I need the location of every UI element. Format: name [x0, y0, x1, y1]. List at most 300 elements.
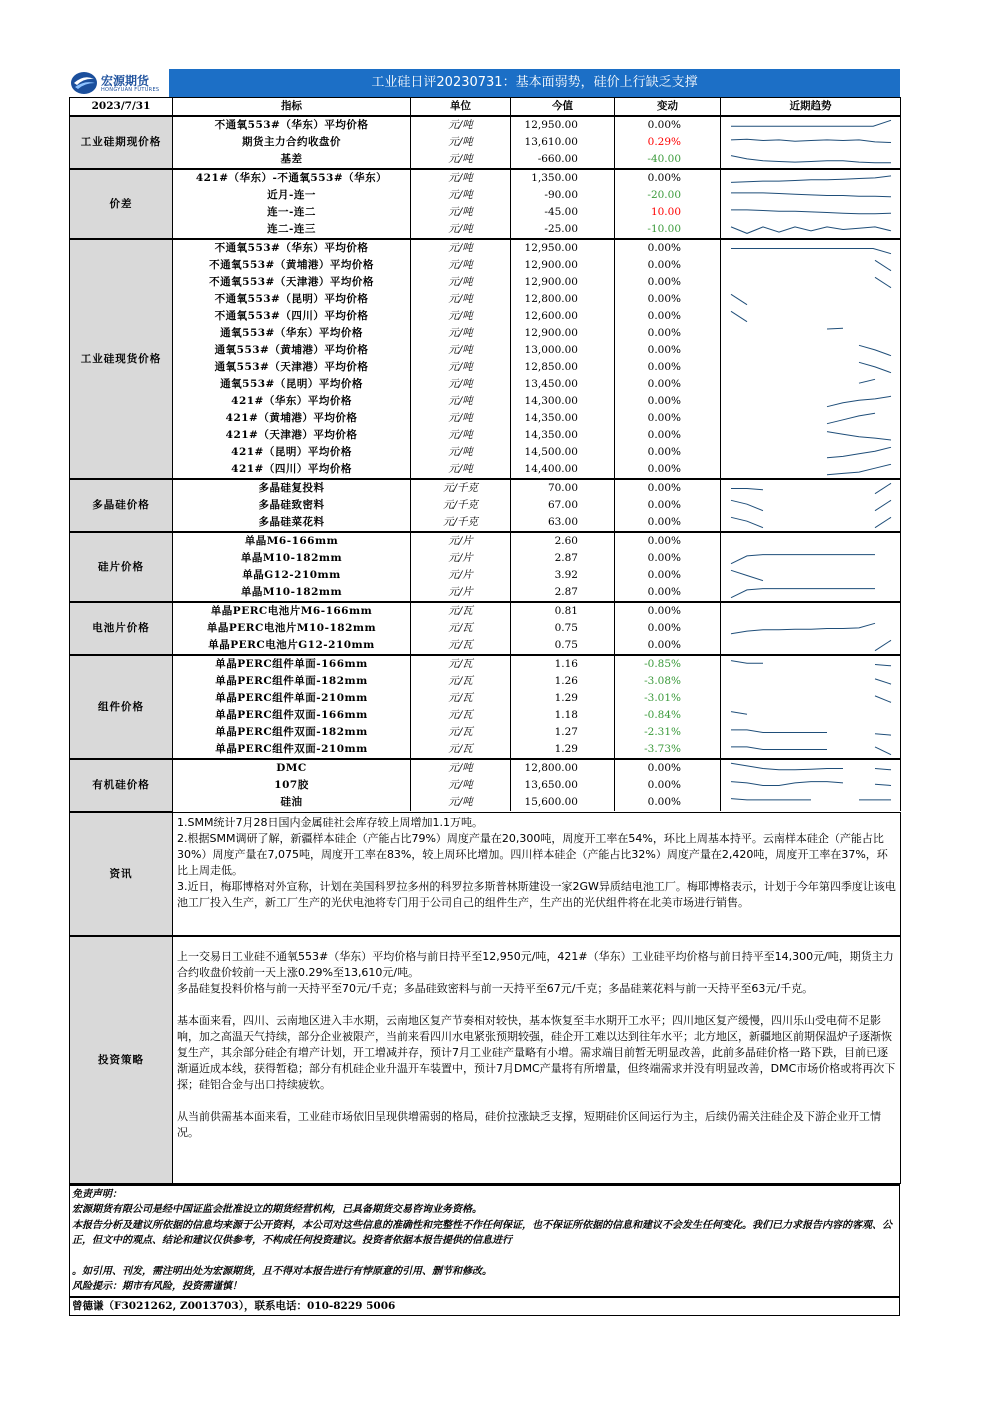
table-row — [70, 794, 901, 811]
trend-cell — [721, 342, 901, 359]
category-label: 价差 — [70, 169, 173, 239]
sparkline-segment — [827, 464, 891, 474]
table-row — [70, 673, 901, 690]
indicator-name: 421#（四川）平均价格 — [173, 461, 411, 479]
trend-sparkline — [721, 603, 899, 620]
sparkline-segment — [731, 763, 843, 770]
value-cell: 63.00 — [511, 514, 615, 532]
table-row — [70, 741, 901, 759]
unit-cell: 元/瓦 — [411, 724, 511, 741]
unit-cell: 元/吨 — [411, 151, 511, 169]
change-cell: 0.29% — [615, 134, 721, 151]
indicator-name: 通氧553#（天津港）平均价格 — [173, 359, 411, 376]
trend-sparkline — [721, 187, 899, 204]
table-row — [70, 342, 901, 359]
trend-cell — [721, 620, 901, 637]
change-cell: -3.01% — [615, 690, 721, 707]
trend-sparkline — [721, 533, 899, 550]
change-cell: -3.08% — [615, 673, 721, 690]
change-cell: -3.73% — [615, 741, 721, 759]
indicator-name: 期货主力合约收盘价 — [173, 134, 411, 151]
sparkline-segment — [875, 665, 891, 666]
indicator-name: 通氧553#（昆明）平均价格 — [173, 376, 411, 393]
trend-sparkline — [721, 656, 899, 673]
trend-cell — [721, 257, 901, 274]
trend-sparkline — [721, 221, 899, 238]
unit-cell: 元/片 — [411, 550, 511, 567]
change-cell: 0.00% — [615, 342, 721, 359]
change-cell: -2.31% — [615, 724, 721, 741]
value-cell: 13,450.00 — [511, 376, 615, 393]
disclaimer — [69, 1184, 900, 1297]
indicator-name: 连一-连二 — [173, 204, 411, 221]
trend-cell — [721, 759, 901, 777]
logo-name: 宏源期货 — [101, 74, 150, 88]
trend-cell — [721, 461, 901, 479]
trend-sparkline — [721, 673, 899, 690]
trend-sparkline — [721, 480, 899, 497]
column-header: 单位 — [411, 98, 511, 117]
change-cell: 0.00% — [615, 291, 721, 308]
unit-cell: 元/瓦 — [411, 741, 511, 759]
table-row — [70, 497, 901, 514]
sparkline-segment — [731, 782, 843, 786]
indicator-name: 不通氧553#（昆明）平均价格 — [173, 291, 411, 308]
sparkline-segment — [875, 640, 891, 650]
trend-sparkline — [721, 514, 899, 531]
change-cell: 0.00% — [615, 637, 721, 655]
disclaimer-line: 。如引用、刊发，需注明出处为宏源期货，且不得对本报告进行有悖原意的引用、删节和修改。 — [72, 1265, 492, 1277]
table-row — [70, 514, 901, 532]
category-label: 电池片价格 — [70, 602, 173, 655]
table-row — [70, 655, 901, 673]
unit-cell: 元/片 — [411, 532, 511, 550]
change-cell: -10.00 — [615, 221, 721, 239]
indicator-name: 多晶硅复投料 — [173, 479, 411, 497]
unit-cell: 元/吨 — [411, 257, 511, 274]
trend-sparkline — [721, 257, 899, 274]
trend-cell — [721, 393, 901, 410]
indicator-name: 单晶PERC电池片M6-166mm — [173, 602, 411, 620]
column-header: 近期趋势 — [721, 98, 901, 117]
value-cell: 12,900.00 — [511, 257, 615, 274]
price-table — [69, 97, 901, 812]
unit-cell: 元/瓦 — [411, 690, 511, 707]
column-header: 2023/7/31 — [70, 98, 173, 117]
trend-cell — [721, 204, 901, 221]
value-cell: 12,600.00 — [511, 308, 615, 325]
trend-sparkline — [721, 376, 899, 393]
unit-cell: 元/吨 — [411, 794, 511, 811]
report-title: 工业硅日评20230731：基本面弱势，硅价上行缺乏支撑 — [371, 75, 698, 90]
change-cell: 0.00% — [615, 532, 721, 550]
indicator-name: 不通氧553#（四川）平均价格 — [173, 308, 411, 325]
indicator-name: 单晶PERC组件单面-210mm — [173, 690, 411, 707]
change-cell: 0.00% — [615, 169, 721, 187]
table-row — [70, 134, 901, 151]
sparkline-segment — [859, 362, 891, 372]
trend-cell — [721, 239, 901, 257]
change-cell: 0.00% — [615, 239, 721, 257]
indicator-name: 单晶G12-210mm — [173, 567, 411, 584]
value-cell: 0.75 — [511, 637, 615, 655]
value-cell: 3.92 — [511, 567, 615, 584]
unit-cell: 元/吨 — [411, 759, 511, 777]
table-row — [70, 393, 901, 410]
company-logo — [69, 69, 169, 97]
sparkline-segment — [731, 120, 891, 126]
value-cell: 14,400.00 — [511, 461, 615, 479]
trend-sparkline — [721, 741, 899, 758]
disclaimer-line: 宏源期货有限公司是经中国证监会批准设立的期货经营机构，已具备期货交易咨询业务资格。 — [72, 1204, 482, 1215]
value-cell: 1,350.00 — [511, 169, 615, 187]
trend-sparkline — [721, 707, 899, 724]
change-cell: 0.00% — [615, 567, 721, 584]
unit-cell: 元/吨 — [411, 461, 511, 479]
unit-cell: 元/瓦 — [411, 673, 511, 690]
change-cell: 0.00% — [615, 444, 721, 461]
unit-cell: 元/吨 — [411, 204, 511, 221]
trend-sparkline — [721, 151, 899, 168]
change-cell: 0.00% — [615, 514, 721, 532]
change-cell: 0.00% — [615, 393, 721, 410]
trend-sparkline — [721, 240, 899, 257]
trend-sparkline — [721, 427, 899, 444]
strategy-content — [173, 936, 901, 1183]
change-cell: 0.00% — [615, 620, 721, 637]
change-cell: -20.00 — [615, 187, 721, 204]
indicator-name: 单晶PERC电池片G12-210mm — [173, 637, 411, 655]
trend-cell — [721, 673, 901, 690]
sparkline-segment — [731, 249, 891, 254]
indicator-name: 单晶M10-182mm — [173, 584, 411, 602]
trend-sparkline — [721, 567, 899, 584]
table-row — [70, 410, 901, 427]
news-item: 3.近日，梅耶博格对外宣称，计划在美国科罗拉多州的科罗拉多斯普林斯建设一家2GW异质结电池工厂。梅耶博格表示，计划于今年第四季度让该电池工厂投入生产，新工厂生产的光伏电池将专门用于公司自己的组件生产，生产出的光伏组件将在北美市场进行销售。 — [177, 879, 896, 909]
sparkline-segment — [731, 661, 763, 664]
trend-cell — [721, 690, 901, 707]
sparkline-segment — [875, 769, 891, 770]
sparkline-segment — [731, 623, 875, 633]
indicator-name: 421#（华东）平均价格 — [173, 393, 411, 410]
trend-cell — [721, 376, 901, 393]
indicator-name: 单晶PERC组件双面-182mm — [173, 724, 411, 741]
trend-sparkline — [721, 550, 899, 567]
change-cell: -0.84% — [615, 707, 721, 724]
trend-cell — [721, 221, 901, 239]
sparkline-segment — [875, 734, 891, 735]
unit-cell: 元/吨 — [411, 359, 511, 376]
report-header — [69, 69, 900, 97]
trend-sparkline — [721, 308, 899, 325]
trend-sparkline — [721, 497, 899, 514]
unit-cell: 元/吨 — [411, 187, 511, 204]
category-label: 工业硅现货价格 — [70, 239, 173, 479]
sparkline-segment — [731, 589, 875, 598]
value-cell: 15,600.00 — [511, 794, 615, 811]
value-cell: 67.00 — [511, 497, 615, 514]
sparkline-segment — [731, 489, 763, 490]
unit-cell: 元/瓦 — [411, 602, 511, 620]
unit-cell: 元/吨 — [411, 308, 511, 325]
value-cell: 1.18 — [511, 707, 615, 724]
table-row — [70, 444, 901, 461]
news-block — [69, 812, 901, 936]
unit-cell: 元/吨 — [411, 393, 511, 410]
trend-cell — [721, 325, 901, 342]
table-row — [70, 567, 901, 584]
trend-sparkline — [721, 359, 899, 376]
trend-cell — [721, 291, 901, 308]
unit-cell: 元/瓦 — [411, 620, 511, 637]
disclaimer-line: 本报告分析及建议所依据的信息均来源于公开资料，本公司对这些信息的准确性和完整性不作任何保证，也不保证所依据的信息和建议不会发生任何变化。我们已力求报告内容的客观、公正，但文中的观点、结论和建议仅供参考，不构成任何投资建议。投资者依据本报告提供的信息进行 — [72, 1219, 892, 1246]
sparkline-segment — [731, 799, 811, 800]
unit-cell: 元/瓦 — [411, 637, 511, 655]
trend-cell — [721, 532, 901, 550]
table-row — [70, 724, 901, 741]
unit-cell: 元/吨 — [411, 239, 511, 257]
trend-cell — [721, 567, 901, 584]
unit-cell: 元/瓦 — [411, 655, 511, 673]
value-cell: -45.00 — [511, 204, 615, 221]
trend-cell — [721, 410, 901, 427]
strategy-paragraph: 从当前供需基本面来看，工业硅市场依旧呈现供增需弱的格局，硅价拉涨缺乏支撑，短期硅价区间运行为主，后续仍需关注硅企及下游企业开工情况。 — [177, 1109, 881, 1139]
sparkline-segment — [827, 413, 875, 423]
table-row — [70, 359, 901, 376]
change-cell: 0.00% — [615, 479, 721, 497]
trend-cell — [721, 151, 901, 169]
trend-sparkline — [721, 760, 899, 777]
indicator-name: 连二-连三 — [173, 221, 411, 239]
table-row — [70, 376, 901, 393]
table-row — [70, 204, 901, 221]
trend-cell — [721, 602, 901, 620]
change-cell: 0.00% — [615, 410, 721, 427]
change-cell: 0.00% — [615, 550, 721, 567]
table-row — [70, 325, 901, 342]
trend-cell — [721, 637, 901, 655]
trend-sparkline — [721, 444, 899, 461]
trend-sparkline — [721, 117, 899, 134]
trend-sparkline — [721, 134, 899, 151]
table-row — [70, 479, 901, 497]
trend-sparkline — [721, 204, 899, 221]
trend-sparkline — [721, 777, 899, 794]
sparkline-segment — [731, 712, 747, 715]
trend-cell — [721, 479, 901, 497]
value-cell: 14,500.00 — [511, 444, 615, 461]
unit-cell: 元/吨 — [411, 376, 511, 393]
trend-cell — [721, 794, 901, 811]
strategy-paragraph: 上一交易日工业硅不通氧553#（华东）平均价格与前日持平至12,950元/吨，421#（华东）工业硅平均价格与前日持平至14,300元/吨，期货主力合约收盘价较前一天上涨0.29%至13,610元/吨。 — [177, 949, 894, 979]
indicator-name: 不通氧553#（华东）平均价格 — [173, 239, 411, 257]
indicator-name: 单晶PERC电池片M10-182mm — [173, 620, 411, 637]
sparkline-segment — [731, 193, 891, 197]
strategy-paragraph — [177, 997, 896, 1013]
unit-cell: 元/吨 — [411, 291, 511, 308]
unit-cell: 元/吨 — [411, 444, 511, 461]
strategy-paragraph: 基本面来看，四川、云南地区进入丰水期，云南地区复产节奏相对较快，基本恢复至丰水期开工水平；四川地区复产缓慢，四川乐山受电荷不足影响，加之高温天气持续，部分企业被限产，当前来看四川水电紧张预期较强，硅企开工难以达到往年水平；北方地区，新疆地区前期保温炉子逐渐恢复生产，其余部分硅企有增产计划，开工增减并存，预计7月工业硅产量略有小增。需求端目前暂无明显改善，此前多晶硅价格一路下跌，目前已逐渐逼近成本线，获得暂稳；部分有机硅企业升温开车装置中，预计7月DMC产量将有所增量，但终端需求并没有明显改善，DMC市场价格或将再次下探；硅铝合金与出口持续疲软。 — [177, 1013, 896, 1091]
indicator-name: 单晶PERC组件单面-182mm — [173, 673, 411, 690]
sparkline-segment — [875, 784, 891, 785]
trend-cell — [721, 777, 901, 794]
column-header: 变动 — [615, 98, 721, 117]
strategy-paragraph: 多晶硅复投料价格与前一天持平至70元/千克；多晶硅致密料与前一天持平至67元/千克；多晶硅莱花料与前一天持平至63元/千克。 — [177, 981, 814, 995]
change-cell: 0.00% — [615, 584, 721, 602]
disclaimer-line — [72, 1249, 897, 1264]
indicator-name: 近月-连一 — [173, 187, 411, 204]
sparkline-segment — [859, 345, 891, 355]
table-row — [70, 532, 901, 550]
category-label: 多晶硅价格 — [70, 479, 173, 532]
trend-cell — [721, 655, 901, 673]
trend-cell — [721, 427, 901, 444]
sparkline-segment — [731, 139, 891, 142]
sparkline-segment — [875, 260, 891, 270]
sparkline-segment — [731, 311, 747, 321]
change-cell: 0.00% — [615, 257, 721, 274]
table-header — [70, 98, 901, 117]
strategy-label: 投资策略 — [70, 936, 173, 1183]
indicator-name: 421#（天津港）平均价格 — [173, 427, 411, 444]
trend-sparkline — [721, 690, 899, 707]
logo-icon — [69, 70, 99, 96]
unit-cell: 元/瓦 — [411, 707, 511, 724]
table-row — [70, 707, 901, 724]
trend-sparkline — [721, 325, 899, 342]
trend-sparkline — [721, 274, 899, 291]
trend-cell — [721, 274, 901, 291]
table-row — [70, 308, 901, 325]
change-cell: 0.00% — [615, 116, 721, 134]
sparkline-segment — [731, 555, 875, 564]
sparkline-segment — [875, 696, 891, 703]
trend-sparkline — [721, 342, 899, 359]
value-cell: 14,300.00 — [511, 393, 615, 410]
value-cell: 13,650.00 — [511, 777, 615, 794]
trend-sparkline — [721, 794, 899, 811]
value-cell: 2.60 — [511, 532, 615, 550]
category-label: 组件价格 — [70, 655, 173, 759]
value-cell: 2.87 — [511, 584, 615, 602]
trend-cell — [721, 514, 901, 532]
indicator-name: 421#（昆明）平均价格 — [173, 444, 411, 461]
value-cell: 1.29 — [511, 741, 615, 759]
change-cell: 0.00% — [615, 274, 721, 291]
unit-cell: 元/吨 — [411, 221, 511, 239]
trend-sparkline — [721, 461, 899, 478]
change-cell: 0.00% — [615, 376, 721, 393]
column-header: 指标 — [173, 98, 411, 117]
category-label: 硅片价格 — [70, 532, 173, 602]
unit-cell: 元/吨 — [411, 777, 511, 794]
value-cell: 12,800.00 — [511, 291, 615, 308]
news-item: 1.SMM统计7月28日国内金属硅社会库存较上周增加1.1万吨。 — [177, 815, 483, 829]
change-cell: 0.00% — [615, 497, 721, 514]
trend-cell — [721, 724, 901, 741]
unit-cell: 元/吨 — [411, 274, 511, 291]
change-cell: 0.00% — [615, 427, 721, 444]
trend-cell — [721, 497, 901, 514]
sparkline-segment — [731, 517, 763, 527]
trend-cell — [721, 308, 901, 325]
indicator-name: 不通氧553#（天津港）平均价格 — [173, 274, 411, 291]
unit-cell: 元/吨 — [411, 134, 511, 151]
value-cell: 0.75 — [511, 620, 615, 637]
sparkline-segment — [875, 277, 891, 287]
table-row — [70, 187, 901, 204]
trend-sparkline — [721, 724, 899, 741]
indicator-name: 421#（华东）-不通氧553#（华东） — [173, 169, 411, 187]
strategy-block — [69, 936, 901, 1184]
sparkline-segment — [731, 747, 827, 750]
trend-sparkline — [721, 393, 899, 410]
change-cell: 0.00% — [615, 794, 721, 811]
trend-cell — [721, 359, 901, 376]
change-cell: 0.00% — [615, 777, 721, 794]
sparkline-segment — [875, 517, 891, 527]
trend-sparkline — [721, 584, 899, 601]
table-row — [70, 759, 901, 777]
change-cell: 0.00% — [615, 359, 721, 376]
value-cell: 14,350.00 — [511, 427, 615, 444]
value-cell: -660.00 — [511, 151, 615, 169]
trend-sparkline — [721, 291, 899, 308]
category-label: 工业硅期现价格 — [70, 116, 173, 169]
value-cell: 1.29 — [511, 690, 615, 707]
table-row — [70, 221, 901, 239]
unit-cell: 元/吨 — [411, 325, 511, 342]
value-cell: 13,000.00 — [511, 342, 615, 359]
change-cell: 0.00% — [615, 308, 721, 325]
logo-subtitle: HONGYUAN FUTURES — [101, 87, 160, 93]
change-cell: -40.00 — [615, 151, 721, 169]
change-cell: 0.00% — [615, 602, 721, 620]
trend-cell — [721, 550, 901, 567]
sparkline-segment — [731, 730, 827, 733]
sparkline-segment — [827, 328, 843, 329]
change-cell: 0.00% — [615, 461, 721, 479]
table-row — [70, 257, 901, 274]
sparkline-segment — [731, 156, 891, 163]
unit-cell: 元/片 — [411, 567, 511, 584]
trend-cell — [721, 187, 901, 204]
sparkline-segment — [859, 379, 875, 383]
news-item: 2.根据SMM调研了解，新疆样本硅企（产能占比79%）周度产量在20,300吨，周度开工率在54%，环比上周基本持平。云南样本硅企（产能占比30%）周度产量在7,075吨，周度开工率在83%，较上周环比增加。四川样本硅企（产能占比32%）周度产量在2,420吨，周度开工率在37%，环比上周走低。 — [177, 831, 888, 877]
unit-cell: 元/千克 — [411, 497, 511, 514]
table-row — [70, 602, 901, 620]
trend-sparkline — [721, 620, 899, 637]
sparkline-segment — [875, 747, 891, 755]
value-cell: 0.81 — [511, 602, 615, 620]
sparkline-segment — [731, 294, 747, 304]
indicator-name: 不通氧553#（华东）平均价格 — [173, 116, 411, 134]
indicator-name: DMC — [173, 759, 411, 777]
unit-cell: 元/吨 — [411, 410, 511, 427]
indicator-name: 421#（黄埔港）平均价格 — [173, 410, 411, 427]
value-cell: 70.00 — [511, 479, 615, 497]
disclaimer-line: 风险提示：期市有风险，投资需谨慎！ — [72, 1281, 242, 1292]
trend-cell — [721, 584, 901, 602]
value-cell: 2.87 — [511, 550, 615, 567]
sparkline-segment — [827, 432, 891, 440]
sparkline-segment — [731, 570, 763, 580]
sparkline-segment — [731, 227, 891, 234]
indicator-name: 硅油 — [173, 794, 411, 811]
table-row — [70, 274, 901, 291]
value-cell: -90.00 — [511, 187, 615, 204]
unit-cell: 元/吨 — [411, 342, 511, 359]
